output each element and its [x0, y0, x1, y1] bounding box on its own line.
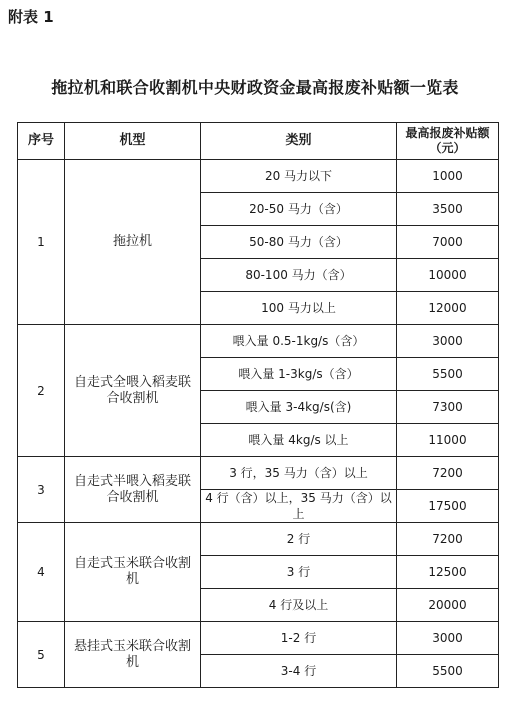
machine-category: 20-50 马力（含）: [201, 193, 397, 226]
machine-model: 自走式半喂入稻麦联合收割机: [65, 457, 201, 523]
machine-category: 4 行（含）以上，35 马力（含）以上: [201, 490, 397, 523]
subsidy-amount: 12000: [397, 292, 499, 325]
machine-category: 喂入量 1-3kg/s（含）: [201, 358, 397, 391]
table-row: [18, 160, 499, 193]
row-index: 5: [18, 622, 65, 688]
document-title: 拖拉机和联合收割机中央财政资金最高报废补贴额一览表: [51, 78, 459, 97]
subsidy-amount: 3000: [397, 622, 499, 655]
table-row: [18, 325, 499, 358]
machine-model: 拖拉机: [65, 160, 201, 325]
table-header-row: [18, 123, 499, 160]
row-index: 2: [18, 325, 65, 457]
machine-category: 4 行及以上: [201, 589, 397, 622]
header-amount: 最高报废补贴额（元）: [397, 123, 499, 160]
header-category: 类别: [201, 123, 397, 160]
table-body: [18, 160, 499, 688]
subsidy-amount: 7200: [397, 457, 499, 490]
machine-category: 3 行: [201, 556, 397, 589]
subsidy-amount: 3500: [397, 193, 499, 226]
machine-model: 自走式玉米联合收割机: [65, 523, 201, 622]
table-row: [18, 523, 499, 556]
subsidy-amount: 3000: [397, 325, 499, 358]
table-row: [18, 622, 499, 655]
machine-category: 20 马力以下: [201, 160, 397, 193]
subsidy-amount: 12500: [397, 556, 499, 589]
header-model: 机型: [65, 123, 201, 160]
subsidy-amount: 20000: [397, 589, 499, 622]
machine-category: 喂入量 0.5-1kg/s（含）: [201, 325, 397, 358]
subsidy-table: [17, 122, 499, 688]
subsidy-amount: 7000: [397, 226, 499, 259]
header-index: 序号: [18, 123, 65, 160]
subsidy-amount: 10000: [397, 259, 499, 292]
machine-category: 3 行，35 马力（含）以上: [201, 457, 397, 490]
machine-model: 悬挂式玉米联合收割机: [65, 622, 201, 688]
table-row: [18, 457, 499, 490]
machine-category: 100 马力以上: [201, 292, 397, 325]
subsidy-amount: 7200: [397, 523, 499, 556]
machine-category: 2 行: [201, 523, 397, 556]
row-index: 3: [18, 457, 65, 523]
attachment-label: 附表 1: [8, 8, 54, 26]
machine-category: 喂入量 4kg/s 以上: [201, 424, 397, 457]
subsidy-amount: 5500: [397, 358, 499, 391]
machine-category: 80-100 马力（含）: [201, 259, 397, 292]
row-index: 4: [18, 523, 65, 622]
subsidy-amount: 1000: [397, 160, 499, 193]
machine-model: 自走式全喂入稻麦联合收割机: [65, 325, 201, 457]
machine-category: 1-2 行: [201, 622, 397, 655]
subsidy-amount: 17500: [397, 490, 499, 523]
machine-category: 50-80 马力（含）: [201, 226, 397, 259]
row-index: 1: [18, 160, 65, 325]
machine-category: 喂入量 3-4kg/s(含): [201, 391, 397, 424]
subsidy-amount: 11000: [397, 424, 499, 457]
subsidy-amount: 7300: [397, 391, 499, 424]
subsidy-amount: 5500: [397, 655, 499, 688]
machine-category: 3-4 行: [201, 655, 397, 688]
